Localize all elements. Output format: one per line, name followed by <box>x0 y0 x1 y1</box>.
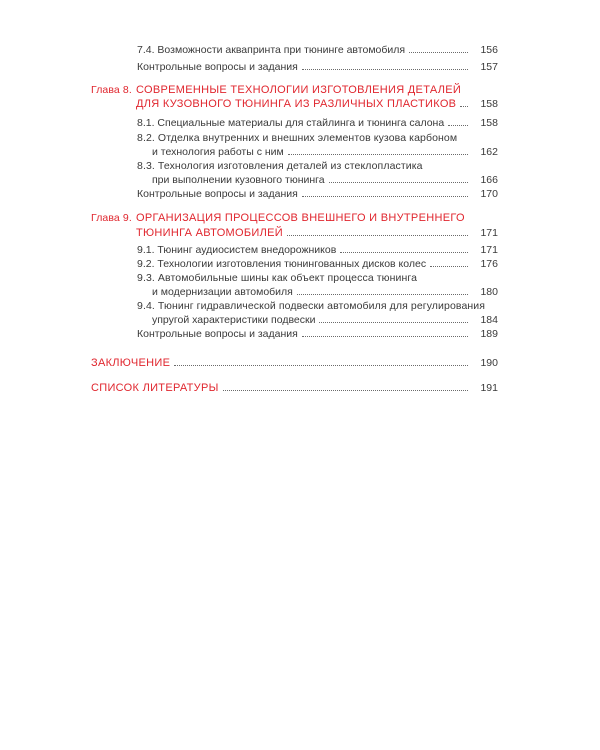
toc-page-number: 176 <box>480 258 498 270</box>
dot-leader <box>223 389 468 391</box>
toc-entry-8-2-line1[interactable]: 8.2. Отделка внутренних и внешних элементов кузова карбоном <box>137 132 458 144</box>
dot-leader <box>302 68 468 70</box>
toc-entry-9-2[interactable] <box>137 258 474 270</box>
toc-entry-text: СПИСОК ЛИТЕРАТУРЫ <box>91 382 219 394</box>
dot-leader <box>302 195 468 197</box>
toc-entry-9-4-line1[interactable]: 9.4. Тюнинг гидравлической подвески автомобиля для регулирования <box>137 300 486 312</box>
toc-entry-9-1[interactable] <box>137 244 474 256</box>
toc-entry-text: 8.1. Специальные материалы для стайлинга и тюнинга салона <box>137 117 445 129</box>
toc-entry-questions-8[interactable] <box>137 188 474 200</box>
toc-page-number: 166 <box>480 174 498 186</box>
toc-page-number: 189 <box>480 328 498 340</box>
toc-entry-text: упругой характеристики подвески <box>152 314 316 326</box>
chapter-8-label: Глава 8. <box>91 84 132 96</box>
toc-entry-conclusion[interactable] <box>91 357 474 369</box>
toc-entry-text: 9.1. Тюнинг аудиосистем внедорожников <box>137 244 337 256</box>
toc-page-number: 170 <box>480 188 498 200</box>
toc-page-number: 190 <box>480 357 498 369</box>
toc-page-number: 180 <box>480 286 498 298</box>
dot-leader <box>288 153 468 155</box>
toc-entry-text: и модернизации автомобиля <box>152 286 293 298</box>
toc-entry-references[interactable] <box>91 382 474 394</box>
toc-entry-9-3-line2[interactable] <box>152 286 474 298</box>
toc-page-number: 184 <box>480 314 498 326</box>
toc-entry-questions-7[interactable] <box>137 61 474 73</box>
dot-leader <box>174 364 468 366</box>
dot-leader <box>302 335 468 337</box>
toc-entry-8-2-line2[interactable] <box>152 146 474 158</box>
chapter-9-label: Глава 9. <box>91 212 132 224</box>
dot-leader <box>297 293 468 295</box>
toc-page-number: 156 <box>480 44 498 56</box>
toc-entry-text: и технология работы с ним <box>152 146 284 158</box>
chapter-8-title-line2[interactable] <box>136 98 474 110</box>
toc-page-number: 162 <box>480 146 498 158</box>
toc-page-number: 171 <box>480 227 498 239</box>
toc-entry-text: Контрольные вопросы и задания <box>137 61 298 73</box>
toc-entry-text: ЗАКЛЮЧЕНИЕ <box>91 357 171 369</box>
toc-page-number: 191 <box>480 382 498 394</box>
toc-page-number: 158 <box>480 98 498 110</box>
dot-leader <box>340 251 468 253</box>
dot-leader <box>319 321 468 323</box>
toc-entry-8-3-line2[interactable] <box>152 174 474 186</box>
toc-entry-text: ТЮНИНГА АВТОМОБИЛЕЙ <box>136 227 283 239</box>
toc-entry-questions-9[interactable] <box>137 328 474 340</box>
toc-entry-7-4[interactable] <box>137 44 474 56</box>
chapter-9-title-line2[interactable] <box>136 227 474 239</box>
toc-page-number: 158 <box>480 117 498 129</box>
toc-entry-text: 7.4. Возможности аквапринта при тюнинге автомобиля <box>137 44 406 56</box>
toc-page-number: 171 <box>480 244 498 256</box>
chapter-9-title-line1[interactable]: ОРГАНИЗАЦИЯ ПРОЦЕССОВ ВНЕШНЕГО И ВНУТРЕННЕГО <box>136 212 465 224</box>
dot-leader <box>329 181 468 183</box>
toc-entry-8-3-line1[interactable]: 8.3. Технология изготовления деталей из стеклопластика <box>137 160 423 172</box>
toc-entry-text: при выполнении кузовного тюнинга <box>152 174 325 186</box>
toc-page-number: 157 <box>480 61 498 73</box>
toc-entry-text: 9.2. Технологии изготовления тюнингованных дисков колес <box>137 258 427 270</box>
toc-entry-9-3-line1[interactable]: 9.3. Автомобильные шины как объект процесса тюнинга <box>137 272 418 284</box>
toc-entry-text: Контрольные вопросы и задания <box>137 188 298 200</box>
toc-entry-8-1[interactable] <box>137 117 474 129</box>
toc-entry-text: ДЛЯ КУЗОВНОГО ТЮНИНГА ИЗ РАЗЛИЧНЫХ ПЛАСТИКОВ <box>136 98 457 110</box>
dot-leader <box>287 234 468 236</box>
toc-entry-9-4-line2[interactable] <box>152 314 474 326</box>
toc-entry-text: Контрольные вопросы и задания <box>137 328 298 340</box>
chapter-8-title-line1[interactable]: СОВРЕМЕННЫЕ ТЕХНОЛОГИИ ИЗГОТОВЛЕНИЯ ДЕТАЛЕЙ <box>136 84 462 96</box>
